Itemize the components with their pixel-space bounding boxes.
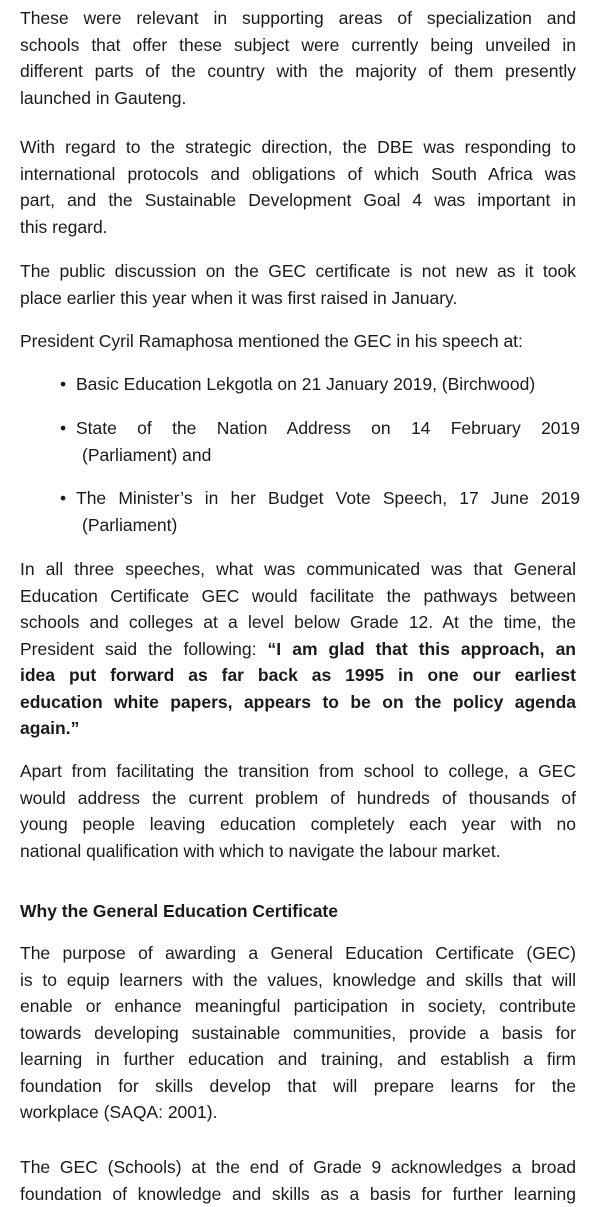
text-line: would address the current problem of hundreds of thousands of <box>20 785 576 812</box>
text-line: schools and colleges at a level below Grade 12. At the time, the <box>20 609 576 636</box>
text-line: The public discussion on the GEC certificate is not new as it took <box>20 258 576 285</box>
text-line: The purpose of awarding a General Education Certificate (GEC) <box>20 940 576 967</box>
quote-text: idea put forward as far back as 1995 in one our earliest <box>20 662 576 689</box>
text-line: Apart from facilitating the transition from school to college, a GEC <box>20 758 576 785</box>
text-line: foundation of knowledge and skills as a basis for further learning <box>20 1181 576 1207</box>
text-line: In all three speeches, what was communicated was that General <box>20 556 576 583</box>
text-line: enable or enhance meaningful participation in society, contribute <box>20 993 576 1020</box>
bullet-text: The Minister’s in her Budget Vote Speech, 17 June 2019 <box>66 485 580 512</box>
text-line: These were relevant in supporting areas of specialization and <box>20 5 576 32</box>
paragraph-public-discussion <box>20 258 576 311</box>
text-line: workplace (SAQA: 2001). <box>20 1099 576 1126</box>
paragraph-transition <box>20 758 576 864</box>
text-line: national qualification with which to navigate the labour market. <box>20 838 576 865</box>
quote-text: again.” <box>20 715 576 742</box>
paragraph-president-mention <box>20 328 576 355</box>
paragraph-gec-schools <box>20 1154 576 1207</box>
text-line: President Cyril Ramaphosa mentioned the GEC in his speech at: <box>20 328 576 355</box>
text-line: is to equip learners with the values, knowledge and skills that will <box>20 967 576 994</box>
text-line: The GEC (Schools) at the end of Grade 9 acknowledges a broad <box>20 1154 576 1181</box>
paragraph-three-speeches <box>20 556 576 742</box>
bullet-text: (Parliament) <box>66 512 580 539</box>
text-line: different parts of the country with the majority of them presently <box>20 58 576 85</box>
quote-text: “I am glad that this approach, an <box>268 639 576 659</box>
bullet-item-sona <box>66 415 580 468</box>
bullet-text: Basic Education Lekgotla on 21 January 2019, (Birchwood) <box>66 371 580 398</box>
text-line: part, and the Sustainable Development Goal 4 was important in <box>20 187 576 214</box>
text-line: foundation for skills develop that will prepare learns for the <box>20 1073 576 1100</box>
paragraph-strategic-direction <box>20 134 576 240</box>
text-line: international protocols and obligations of which South Africa was <box>20 161 576 188</box>
text-line: place earlier this year when it was first raised in January. <box>20 285 576 312</box>
text-line: schools that offer these subject were currently being unveiled in <box>20 32 576 59</box>
text-line: With regard to the strategic direction, the DBE was responding to <box>20 134 576 161</box>
text-line <box>20 636 576 663</box>
bullet-text: (Parliament) and <box>66 442 580 469</box>
quote-text: education white papers, appears to be on the policy agenda <box>20 689 576 716</box>
bullet-item-budget-vote <box>66 485 580 538</box>
paragraph-purpose <box>20 940 576 1126</box>
text-line: learning in further education and training, and establish a firm <box>20 1046 576 1073</box>
heading-text: Why the General Education Certificate <box>20 898 576 925</box>
section-heading <box>20 898 576 925</box>
bullet-marker: • <box>60 371 66 398</box>
quote-intro: President said the following: <box>20 639 256 659</box>
bullet-marker: • <box>60 485 66 512</box>
bullet-item-lekgotla <box>66 371 580 398</box>
text-line: this regard. <box>20 214 576 241</box>
text-line: Education Certificate GEC would facilitate the pathways between <box>20 583 576 610</box>
bullet-text: State of the Nation Address on 14 February 2019 <box>66 415 580 442</box>
text-line: launched in Gauteng. <box>20 85 576 112</box>
text-line: towards developing sustainable communities, provide a basis for <box>20 1020 576 1047</box>
paragraph-specialization <box>20 5 576 111</box>
text-line: young people leaving education completely each year with no <box>20 811 576 838</box>
bullet-marker: • <box>60 415 66 442</box>
